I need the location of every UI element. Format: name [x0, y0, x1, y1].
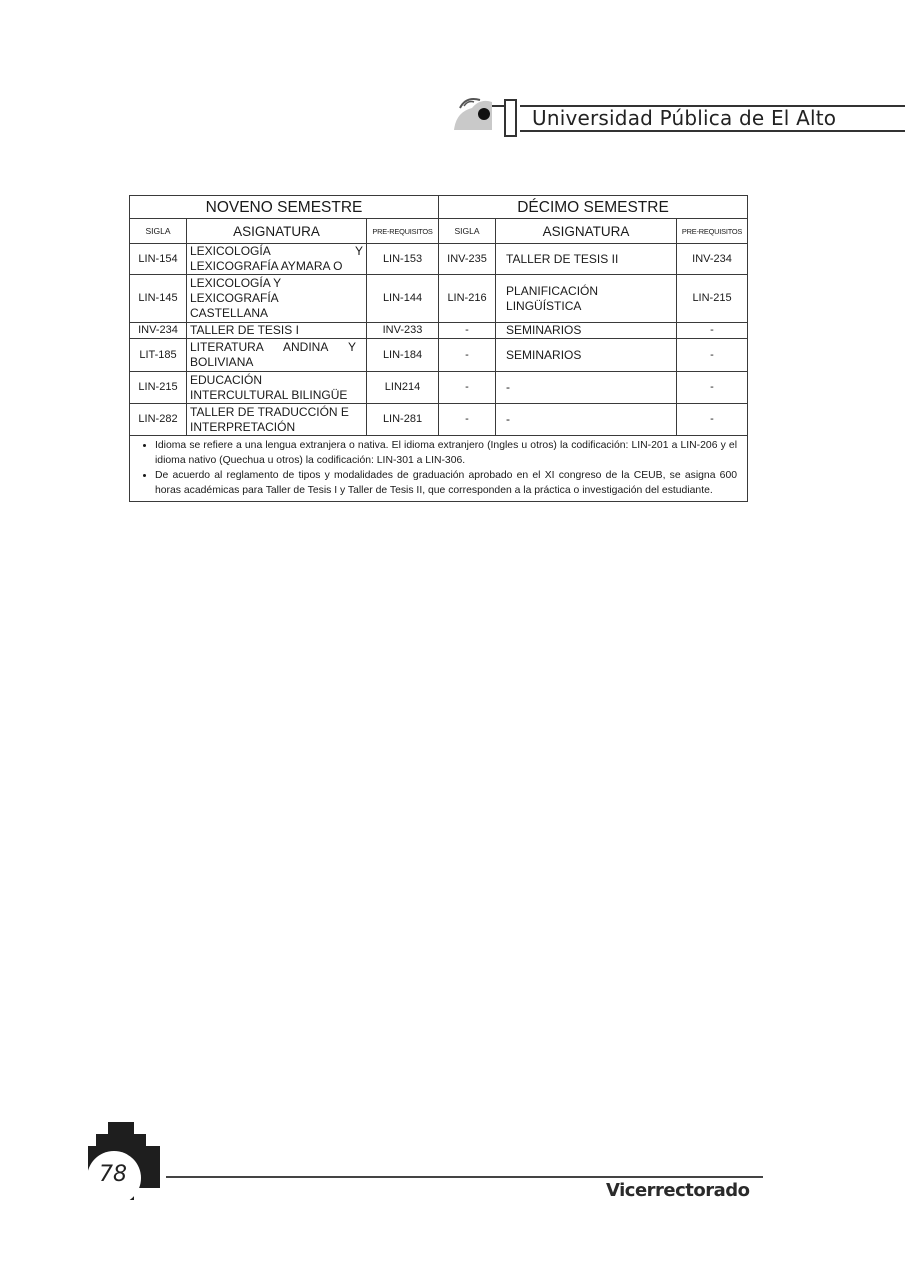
prerequisito-cell: LIN-153 — [367, 244, 439, 275]
sigla-cell: LIN-145 — [130, 275, 187, 323]
semester-9-heading: NOVENO SEMESTRE — [130, 196, 439, 219]
asignatura-cell: - — [496, 404, 677, 436]
page-number: 78 — [99, 1162, 127, 1187]
asignatura-cell: SEMINARIOS — [496, 323, 677, 339]
table-row — [130, 275, 748, 323]
table-notes — [130, 436, 748, 502]
asignatura-cell: LITERATURA ANDINA Y BOLIVIANA — [187, 339, 367, 372]
col-asignatura-left: ASIGNATURA — [187, 219, 367, 244]
semester-10-heading: DÉCIMO SEMESTRE — [439, 196, 748, 219]
asignatura-cell: TALLER DE TESIS II — [496, 244, 677, 275]
sigla-cell: LIN-216 — [439, 275, 496, 323]
table-row — [130, 244, 748, 275]
prerequisito-cell: INV-234 — [677, 244, 748, 275]
header-rule-bottom — [520, 130, 905, 132]
prerequisito-cell: LIN214 — [367, 372, 439, 404]
note-item: • De acuerdo al reglamento de tipos y modalidades de graduación aprobado en el XI congreso de la CEUB, se asigna 600 horas académicas para Taller de Tesis I y Taller de Tesis II, que corresponden a la práctica o investigación del estudiante. — [155, 468, 737, 498]
curriculum-table — [129, 195, 748, 502]
prerequisito-cell: - — [677, 372, 748, 404]
asignatura-cell: LEXICOLOGÍA Y LEXICOGRAFÍA AYMARA O — [187, 244, 367, 275]
sigla-cell: LIN-282 — [130, 404, 187, 436]
prerequisito-cell: - — [677, 404, 748, 436]
page-number-badge-icon — [84, 1122, 164, 1200]
sigla-cell: LIN-154 — [130, 244, 187, 275]
table-row — [130, 323, 748, 339]
sigla-cell: - — [439, 323, 496, 339]
footer-rule — [166, 1176, 763, 1178]
col-prerequisitos-left: PRE-REQUISITOS — [367, 219, 439, 244]
sigla-cell: LIT-185 — [130, 339, 187, 372]
prerequisito-cell: LIN-184 — [367, 339, 439, 372]
asignatura-cell: TALLER DE TRADUCCIÓN E INTERPRETACIÓN — [187, 404, 367, 436]
sigla-cell: INV-234 — [130, 323, 187, 339]
university-logo — [450, 94, 520, 138]
prerequisito-cell: LIN-144 — [367, 275, 439, 323]
table-row — [130, 372, 748, 404]
asignatura-cell: LEXICOLOGÍA Y LEXICOGRAFÍA CASTELLANA — [187, 275, 367, 323]
col-asignatura-right: ASIGNATURA — [496, 219, 677, 244]
asignatura-cell: SEMINARIOS — [496, 339, 677, 372]
prerequisito-cell: - — [677, 339, 748, 372]
sigla-cell: - — [439, 339, 496, 372]
prerequisito-cell: INV-233 — [367, 323, 439, 339]
sigla-cell: - — [439, 372, 496, 404]
sigla-cell: - — [439, 404, 496, 436]
table-row — [130, 339, 748, 372]
prerequisito-cell: LIN-281 — [367, 404, 439, 436]
sigla-cell: LIN-215 — [130, 372, 187, 404]
table-row — [130, 404, 748, 436]
asignatura-cell: TALLER DE TESIS I — [187, 323, 367, 339]
sigla-cell: INV-235 — [439, 244, 496, 275]
col-sigla-right: SIGLA — [439, 219, 496, 244]
asignatura-cell: EDUCACIÓN INTERCULTURAL BILINGÜE — [187, 372, 367, 404]
asignatura-cell: PLANIFICACIÓN LINGÜÍSTICA — [496, 275, 677, 323]
col-sigla-left: SIGLA — [130, 219, 187, 244]
prerequisito-cell: - — [677, 323, 748, 339]
asignatura-cell: - — [496, 372, 677, 404]
university-title: Universidad Pública de El Alto — [532, 106, 837, 130]
vicerrectorado-logo: Vicerrectorado — [606, 1180, 750, 1201]
col-prerequisitos-right: PRE-REQUISITOS — [677, 219, 748, 244]
note-item: • Idioma se refiere a una lengua extranjera o nativa. El idioma extranjero (Ingles u otros) la codificación: LIN-201 a LIN-206 y el idioma nativo (Quechua u otros) la codificación: LIN-301 a LIN-306. — [155, 438, 737, 468]
prerequisito-cell: LIN-215 — [677, 275, 748, 323]
